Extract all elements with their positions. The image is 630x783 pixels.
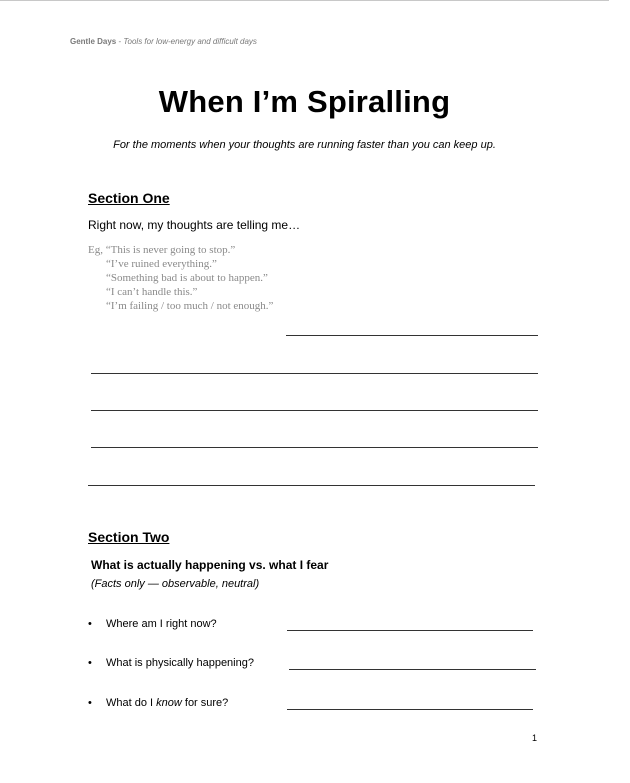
section-one-heading: Section One <box>88 190 170 206</box>
section-two-note: (Facts only — observable, neutral) <box>91 578 260 590</box>
example-line: Eg, “This is never going to stop.” <box>88 244 236 256</box>
question-text: What do I <box>106 697 157 709</box>
page-header <box>70 37 257 46</box>
page-subtitle: For the moments when your thoughts are running faster than you can keep up. <box>113 139 496 151</box>
section-two-heading: Section Two <box>88 529 170 545</box>
question-item <box>88 618 217 630</box>
question-item <box>88 657 254 669</box>
brand-name: Gentle Days <box>70 37 117 46</box>
question-text-end: for sure? <box>181 697 229 709</box>
answer-line[interactable] <box>286 335 538 336</box>
answer-line[interactable] <box>287 709 533 710</box>
example-line: “I’ve ruined everything.” <box>106 258 217 270</box>
question-item <box>88 697 228 709</box>
page-title: When I’m Spiralling <box>158 84 451 119</box>
answer-line[interactable] <box>289 669 536 670</box>
page-number: 1 <box>532 733 538 743</box>
example-thoughts <box>88 243 273 313</box>
example-line: “I can’t handle this.” <box>106 286 198 298</box>
question-emphasis: know <box>156 697 182 709</box>
question-text: What is physically happening? <box>106 657 254 669</box>
bullet: • <box>88 618 92 630</box>
top-divider <box>0 0 609 1</box>
header-separator: - <box>116 37 124 46</box>
answer-line[interactable] <box>88 485 535 486</box>
header-tagline: Tools for low-energy and difficult days <box>123 37 257 46</box>
answer-line[interactable] <box>287 630 533 631</box>
question-text: Where am I right now? <box>106 618 217 630</box>
answer-line[interactable] <box>91 447 538 448</box>
section-one-prompt: Right now, my thoughts are telling me… <box>88 218 301 232</box>
bullet: • <box>88 697 92 709</box>
example-line: “I’m failing / too much / not enough.” <box>106 300 274 312</box>
section-two-prompt: What is actually happening vs. what I fear <box>91 558 329 572</box>
answer-line[interactable] <box>91 373 538 374</box>
example-line: “Something bad is about to happen.” <box>106 272 268 284</box>
answer-line[interactable] <box>91 410 538 411</box>
bullet: • <box>88 657 92 669</box>
